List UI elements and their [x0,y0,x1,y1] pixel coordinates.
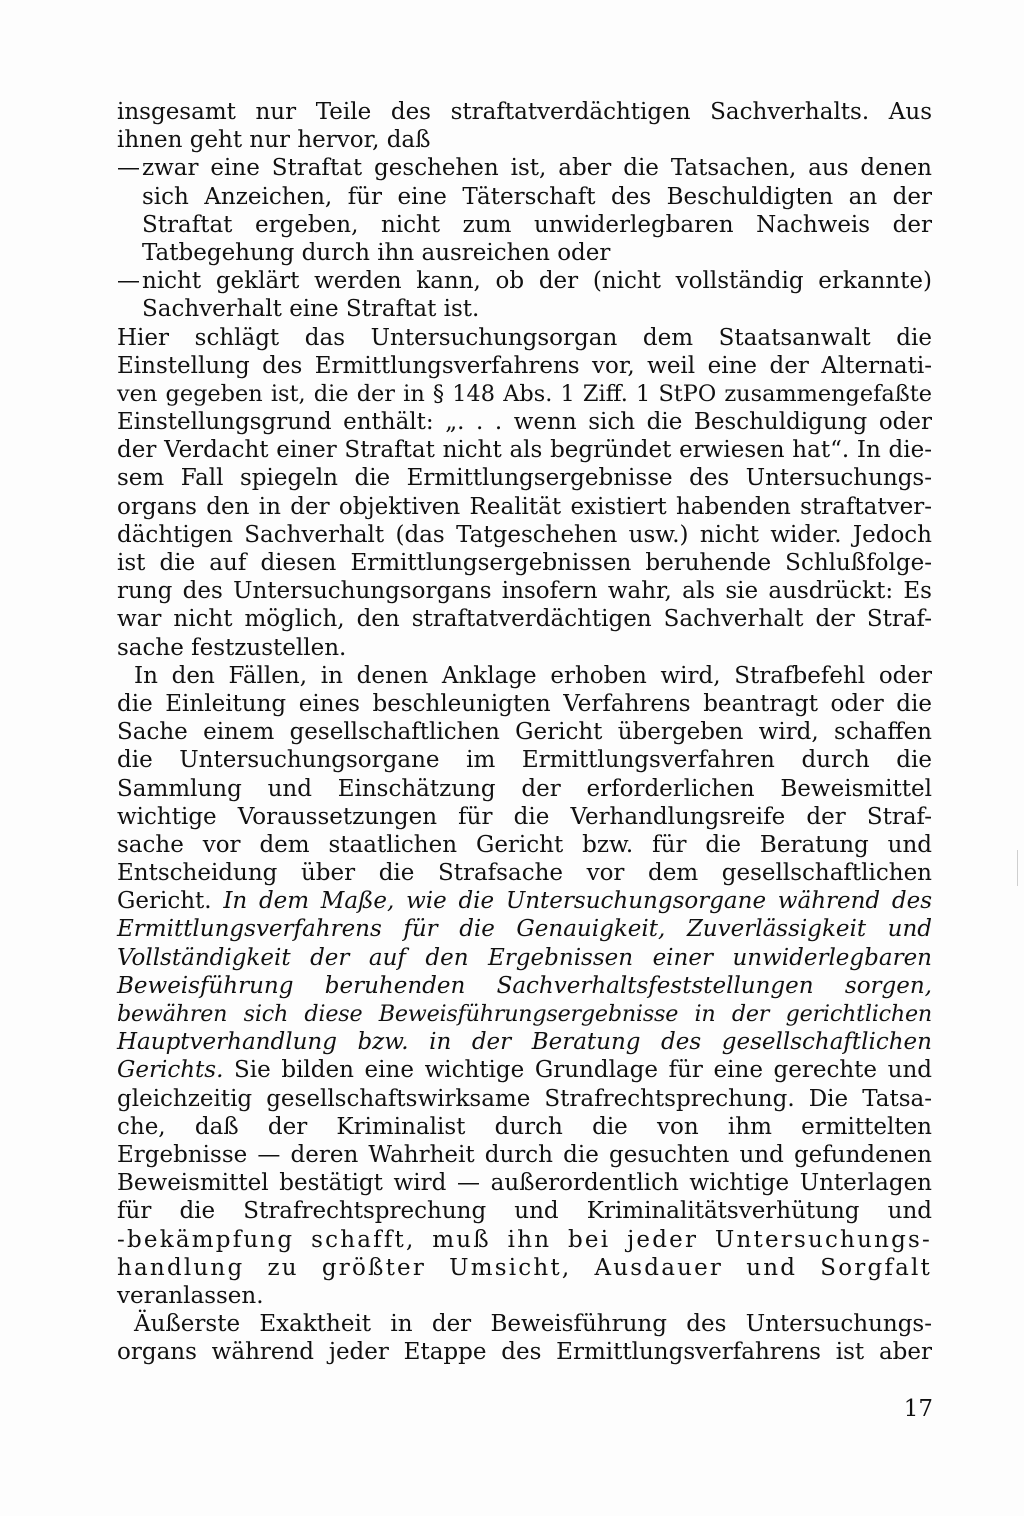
text-line: der Verdacht einer Straftat nicht als begründet erwiesen hat“. In die- [117,437,932,464]
text-span: Gericht. [117,888,212,915]
text-line: Vollständigkeit der auf den Ergebnissen einer unwiderlegbaren [117,944,932,971]
text-line: ihnen geht nur hervor, daß [117,127,431,154]
text-line: dächtigen Sachverhalt (das Tatgeschehen usw.) nicht wider. Jedoch [117,521,932,548]
text-line: sache vor dem staatlichen Gericht bzw. für die Beratung und [117,831,932,858]
text-line: -bekämpfung schafft, muß ihn bei jeder Untersuchungs- [117,1226,932,1253]
text-line [117,887,932,915]
text-line [117,1056,932,1084]
text-line: Einstellung des Ermittlungsverfahrens vor, weil eine der Alternati- [117,352,932,379]
text-line: organs während jeder Etappe des Ermittlungsverfahrens ist aber [117,1339,932,1366]
page-number: 17 [903,1396,933,1422]
text-line: Ergebnisse — deren Wahrheit durch die gesuchten und gefundenen [117,1141,932,1168]
italic-span: Gerichts. [117,1057,224,1084]
text-line: insgesamt nur Teile des straftatverdächtigen Sachverhalts. Aus [117,99,932,125]
text-line: Sammlung und Einschätzung der erforderlichen Beweismittel [117,775,932,802]
italic-span: In dem Maße, wie die Untersuchungsorgane während des [223,888,933,915]
text-line: Entscheidung über die Strafsache vor dem gesellschaftlichen [117,860,932,887]
text-line: Beweisführung beruhenden Sachverhaltsfeststellungen sorgen, [117,972,932,999]
text-line: gleichzeitig gesellschaftswirksame Strafrechtsprechung. Die Tatsa- [117,1085,932,1112]
text-line: sem Fall spiegeln die Ermittlungsergebnisse des Untersuchungs- [117,465,932,492]
text-line: wichtige Voraussetzungen für die Verhandlungsreife der Straf- [117,803,932,830]
text-line: che, daß der Kriminalist durch die von ihm ermittelten [117,1113,932,1140]
text-line: die Untersuchungsorgane im Ermittlungsverfahren durch die [117,747,932,774]
margin-mark [1017,850,1018,886]
dash-marker: — [117,155,140,182]
body-text [117,98,932,1366]
text-line: nicht geklärt werden kann, ob der (nicht vollständig erkannte) [142,268,932,295]
text-line: Äußerste Exaktheit in der Beweisführung des Untersuchungs- [134,1311,932,1338]
text-line: Einstellungsgrund enthält: „. . . wenn sich die Beschuldigung oder [117,409,932,436]
text-line: ist die auf diesen Ermittlungsergebnissen beruhende Schlußfolge- [117,550,932,576]
text-line: handlung zu größter Umsicht, Ausdauer und Sorgfalt [117,1254,932,1281]
text-line: für die Strafrechtsprechung und Kriminalitätsverhütung und [117,1198,932,1225]
text-line: Hier schlägt das Untersuchungsorgan dem Staatsanwalt die [117,324,932,351]
dash-marker: — [117,268,140,295]
text-line: Tatbegehung durch ihn ausreichen oder [142,239,611,266]
text-span: Sie bilden eine wichtige Grundlage für eine gerechte und [234,1057,932,1084]
text-line: Hauptverhandlung bzw. in der Beratung des gesellschaftlichen [117,1029,932,1056]
text-line: In den Fällen, in denen Anklage erhoben wird, Strafbefehl oder [134,662,932,689]
text-line: bewähren sich diese Beweisführungsergebnisse in der gerichtlichen [117,1001,932,1027]
text-line: Sache einem gesellschaftlichen Gericht übergeben wird, schaffen [117,719,932,746]
text-line: organs den in der objektiven Realität existiert habenden straftatver- [117,493,932,520]
text-line: rung des Untersuchungsorgans insofern wahr, als sie ausdrückt: Es [117,578,932,605]
text-line: Straftat ergeben, nicht zum unwiderlegbaren Nachweis der [142,211,932,238]
text-line: Sachverhalt eine Straftat ist. [142,296,480,323]
text-line: sache festzustellen. [117,634,347,661]
text-line: Ermittlungsverfahrens für die Genauigkeit, Zuverlässigkeit und [117,916,932,943]
text-line: war nicht möglich, den straftatverdächtigen Sachverhalt der Straf- [117,606,932,633]
list-item [117,154,932,182]
text-line: die Einleitung eines beschleunigten Verfahrens beantragt oder die [117,690,932,717]
list-item [117,267,932,295]
text-line: veranlassen. [117,1282,264,1309]
text-line: zwar eine Straftat geschehen ist, aber die Tatsachen, aus denen [142,155,932,182]
text-line: sich Anzeichen, für eine Täterschaft des Beschuldigten an der [142,183,932,210]
text-line: Beweismittel bestätigt wird — außerordentlich wichtige Unterlagen [117,1170,932,1197]
text-line: ven gegeben ist, die der in § 148 Abs. 1 Ziff. 1 StPO zusammengefaßte [117,380,932,407]
